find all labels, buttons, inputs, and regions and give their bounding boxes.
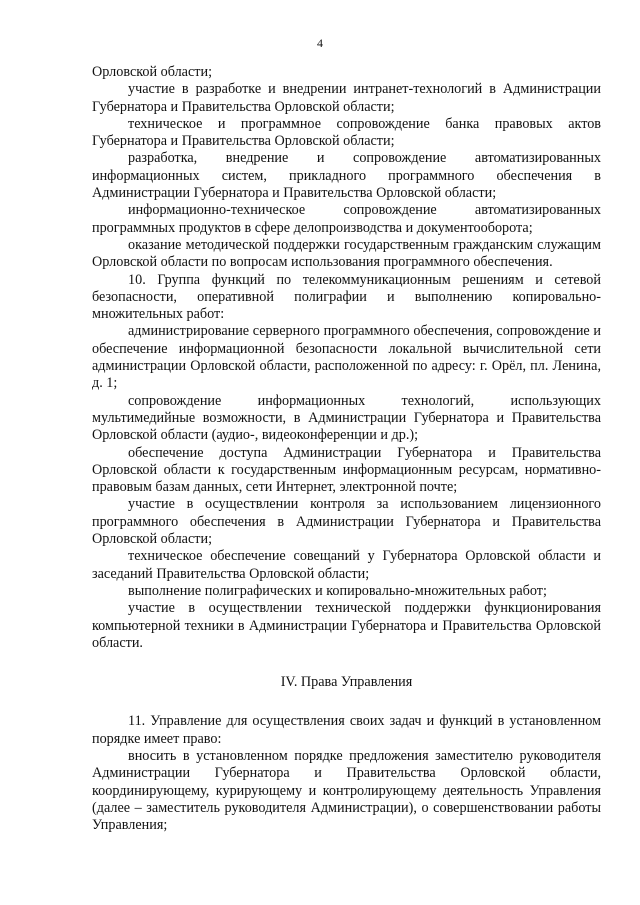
paragraph-continuation: Орловской области;	[92, 64, 213, 80]
paragraph-printing: выполнение полиграфических и копировально-множительных работ;	[128, 582, 547, 599]
paragraph-hardware-support: участие в осуществлении технической поддержки функционирования компьютерной техники в Администрации Губернатора и Правительства Орловской области.	[92, 600, 601, 651]
paragraph-proposals: вносить в установленном порядке предложения заместителю руководителя Администрации Губернатора и Правительства Орловской области, координирующему, курирующему и контролирующему деятельность Управления (далее – заместитель руководителя Администрации), о совершенствовании работы Управления;	[92, 747, 601, 834]
section-heading: IV. Права Управления	[280, 674, 413, 691]
document-body	[92, 64, 601, 834]
page-number: 4	[317, 36, 323, 50]
paragraph-group-10: 10. Группа функций по телекоммуникационным решениям и сетевой безопасности, оперативной полиграфии и выполнению копировально-множительных работ:	[92, 271, 601, 323]
paragraph-resource-access: обеспечение доступа Администрации Губернатора и Правительства Орловской области к государственным информационным ресурсам, нормативно-правовым базам данных, сети Интернет, электронной почте;	[92, 444, 601, 496]
paragraph-legal-acts-bank: техническое и программное сопровождение банка правовых актов Губернатора и Правительства Орловской области;	[92, 115, 601, 150]
paragraph-document-flow: информационно-техническое сопровождение автоматизированных программных продуктов в сфере делопроизводства и документооборота;	[92, 202, 601, 236]
paragraph-multimedia: сопровождение информационных технологий, использующих мультимедийные возможности, в Администрации Губернатора и Правительства Орловской области (аудио-, видеоконференции и др.);	[92, 392, 601, 444]
paragraph-methodical-support: оказание методической поддержки государственным гражданским служащим Орловской области по вопросам использования программного обеспечения.	[92, 236, 601, 271]
paragraph-rights-intro: 11. Управление для осуществления своих задач и функций в установленном порядке имеет право:	[92, 713, 601, 747]
paragraph-license-control: участие в осуществлении контроля за использованием лицензионного программного обеспечения в Администрации Губернатора и Правительства Орловской области;	[92, 496, 601, 548]
paragraph-intranet: участие в разработке и внедрении интранет-технологий в Администрации Губернатора и Правительства Орловской области;	[92, 81, 601, 115]
paragraph-automated-systems: разработка, внедрение и сопровождение автоматизированных информационных систем, прикладного программного обеспечения в Администрации Губернатора и Правительства Орловской области;	[92, 150, 601, 202]
paragraph-meetings-support: техническое обеспечение совещаний у Губернатора Орловской области и заседаний Правительства Орловской области;	[92, 548, 601, 582]
paragraph-server-admin: администрирование серверного программного обеспечения, сопровождение и обеспечение информационной безопасности локальной вычислительной сети администрации Орловской области, расположенной по адресу: г. Орёл, пл. Ленина, д. 1;	[92, 323, 601, 392]
